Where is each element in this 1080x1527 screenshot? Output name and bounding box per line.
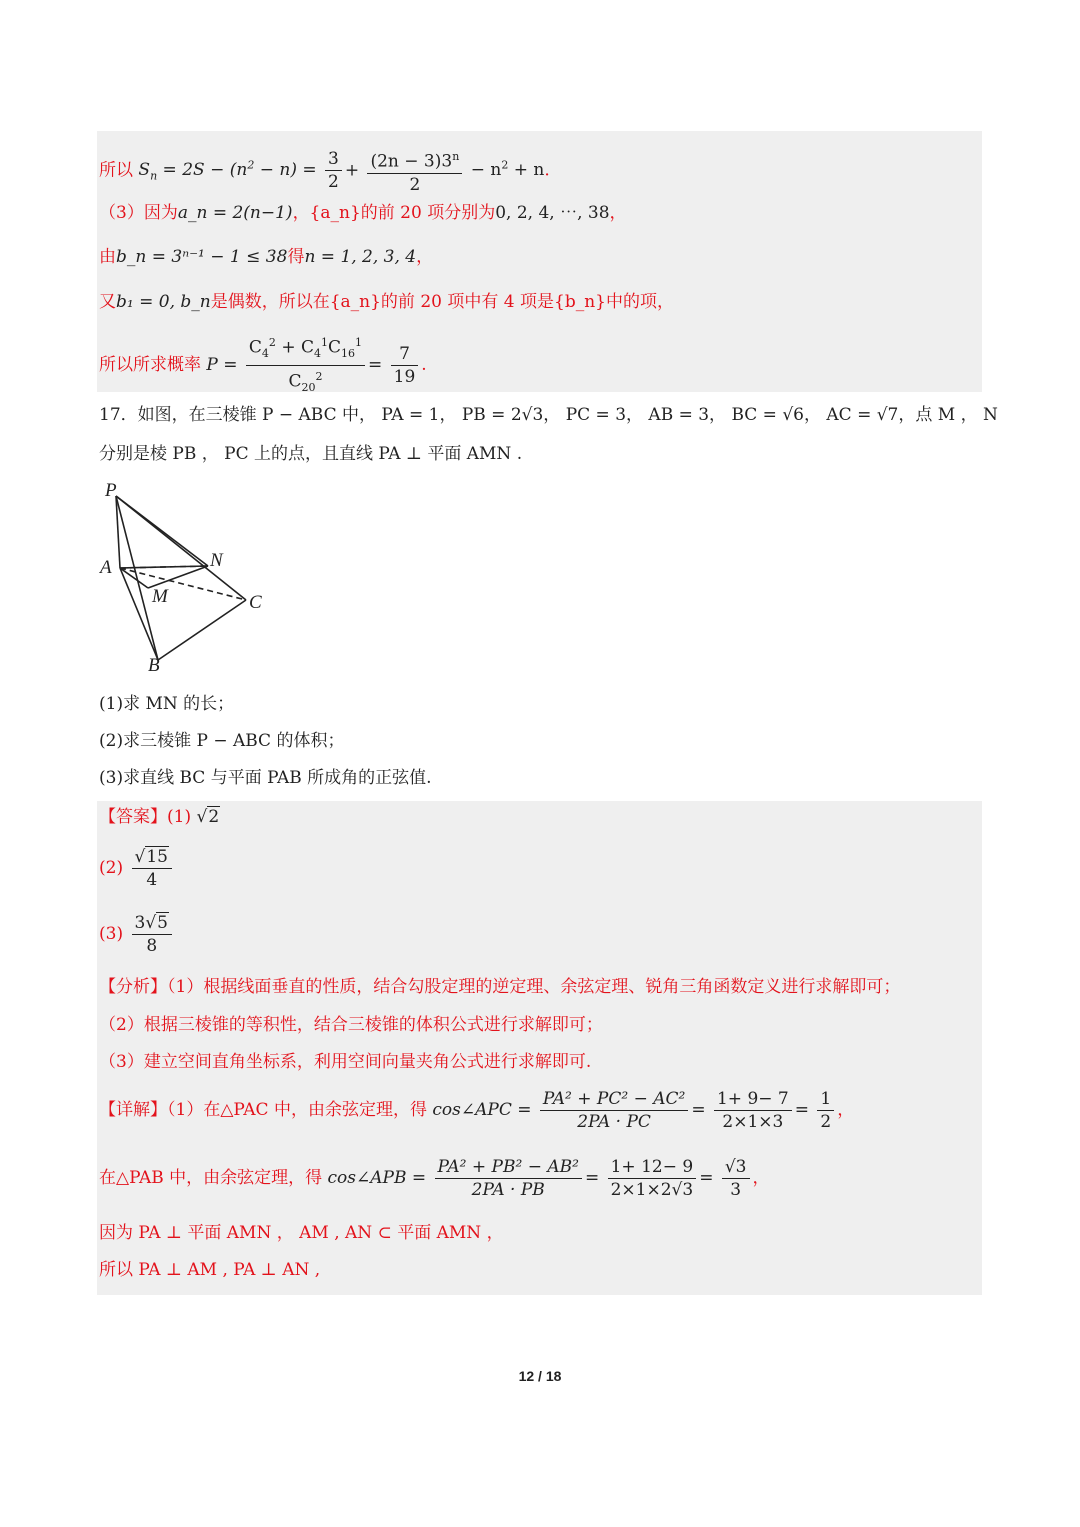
answer-line1: 【答案】(1) √2 bbox=[99, 807, 220, 827]
bn-line: 由b_n = 3ⁿ⁻¹ − 1 ≤ 38得n = 1, 2, 3, 4， bbox=[99, 247, 434, 267]
answer-line2: (2) $\frac{√15}{4}$ bbox=[99, 846, 175, 891]
question-1: (1)求 MN 的长； bbox=[99, 694, 235, 714]
analysis-line1: 【分析】（1）根据线面垂直的性质，结合勾股定理的逆定理、余弦定理、锐角三角函数定义进行求解即可； bbox=[99, 977, 901, 997]
problem17-line2: 分别是棱 PB ， PC 上的点，且直线 PA ⊥ 平面 AMN . bbox=[99, 444, 523, 464]
analysis-line3: （3）建立空间直角坐标系，利用空间向量夹角公式进行求解即可. bbox=[99, 1052, 592, 1072]
detail1-frac3: $\frac{1}{2}$ bbox=[817, 1088, 834, 1133]
label-M: M bbox=[152, 586, 168, 607]
detail1-frac1: $\frac{\text{PA² + PC² − AC²}}{2PA \cdot PC}$ bbox=[540, 1088, 688, 1133]
question-2: (2)求三棱锥 P − ABC 的体积； bbox=[99, 731, 345, 751]
label-N: N bbox=[210, 550, 223, 571]
answer-line3: (3) $\frac{3√5}{8}$ bbox=[99, 912, 175, 957]
question-3: (3)求直线 BC 与平面 PAB 所成角的正弦值. bbox=[99, 768, 432, 788]
answer3-frac: $\frac{3√5}{8}$ bbox=[132, 912, 173, 957]
sn-formula: $S_n = 2S - (n^2 - n)$ = bbox=[138, 158, 317, 183]
label-P: P bbox=[105, 480, 117, 501]
pyramid-figure bbox=[96, 478, 276, 678]
label-A: A bbox=[100, 557, 112, 578]
detail2-frac3: $\frac{√3}{3}$ bbox=[722, 1156, 750, 1201]
sn-line: 所以 $S_n = 2S - (n^2 - n)$ = $\frac{3}{2}$ + $\frac{(2n - 3)3^n}{2}$ − $n^2 + n$. bbox=[99, 146, 550, 196]
prob-result: $\frac{7}{19}$ bbox=[391, 343, 419, 388]
label-B: B bbox=[148, 655, 160, 676]
detail-line1: 【详解】（1）在△PAC 中，由余弦定理，得 cos∠APC = $\frac{\text{PA² + PC² − AC²}}{2PA \cdot PC}$ = $\frac{1+ 9- 7}{2\times 1\times 3}$ = $\frac{1}{2}$ ， bbox=[99, 1089, 855, 1132]
problem17-line1: 17．如图，在三棱锥 P − ABC 中， PA = 1， PB = 2√3， PC = 3， AB = 3， BC = √6， AC = √7，点 M ， N bbox=[99, 405, 998, 425]
detail2-frac1: $\frac{\text{PA² + PB² − AB²}}{2PA \cdot PB}$ bbox=[435, 1156, 582, 1201]
prob-frac: $\frac{C_4^2 + C_4^1C_{16}^1}{C_{20}^2}$ bbox=[246, 332, 365, 399]
analysis-line2: （2）根据三棱锥的等积性，结合三棱锥的体积公式进行求解即可； bbox=[99, 1015, 603, 1035]
detail2-frac2: $\frac{1+ 12- 9}{2\times 1\times 2√3}$ bbox=[608, 1156, 697, 1201]
detail-line3: 因为 PA ⊥ 平面 AMN ， AM , AN ⊂ 平面 AMN ， bbox=[99, 1223, 504, 1243]
detail-line2: 在△PAB 中，由余弦定理，得 cos∠APB = $\frac{\text{PA² + PB² − AB²}}{2PA \cdot PB}$ = $\frac{1+ 12- 9}{2\times 1\times 2√3}$ = $\frac{√3}{3}$ ， bbox=[99, 1157, 770, 1200]
answer2-frac: $\frac{√15}{4}$ bbox=[132, 846, 172, 891]
page-number: 12 / 18 bbox=[518, 1368, 562, 1384]
detail1-frac2: $\frac{1+ 9- 7}{2\times 1\times 3}$ bbox=[714, 1088, 792, 1133]
label-C: C bbox=[249, 592, 262, 613]
part3-line: （3）因为a_n = 2(n−1)，{a_n}的前 20 项分别为0, 2, 4, ⋯, 38， bbox=[99, 203, 627, 223]
even-line: 又b₁ = 0, b_n是偶数，所以在{a_n}的前 20 项中有 4 项是{b_n}中的项， bbox=[99, 292, 674, 312]
frac-3-2: $\frac{3}{2}$ bbox=[325, 148, 342, 193]
detail-line4: 所以 PA ⊥ AM , PA ⊥ AN , bbox=[99, 1260, 321, 1280]
prob-line: 所以所求概率 P = $\frac{C_4^2 + C_4^1C_{16}^1}{C_{20}^2}$ = $\frac{7}{19}$ . bbox=[99, 332, 427, 399]
frac-2n3: $\frac{(2n - 3)3^n}{2}$ bbox=[367, 146, 462, 196]
